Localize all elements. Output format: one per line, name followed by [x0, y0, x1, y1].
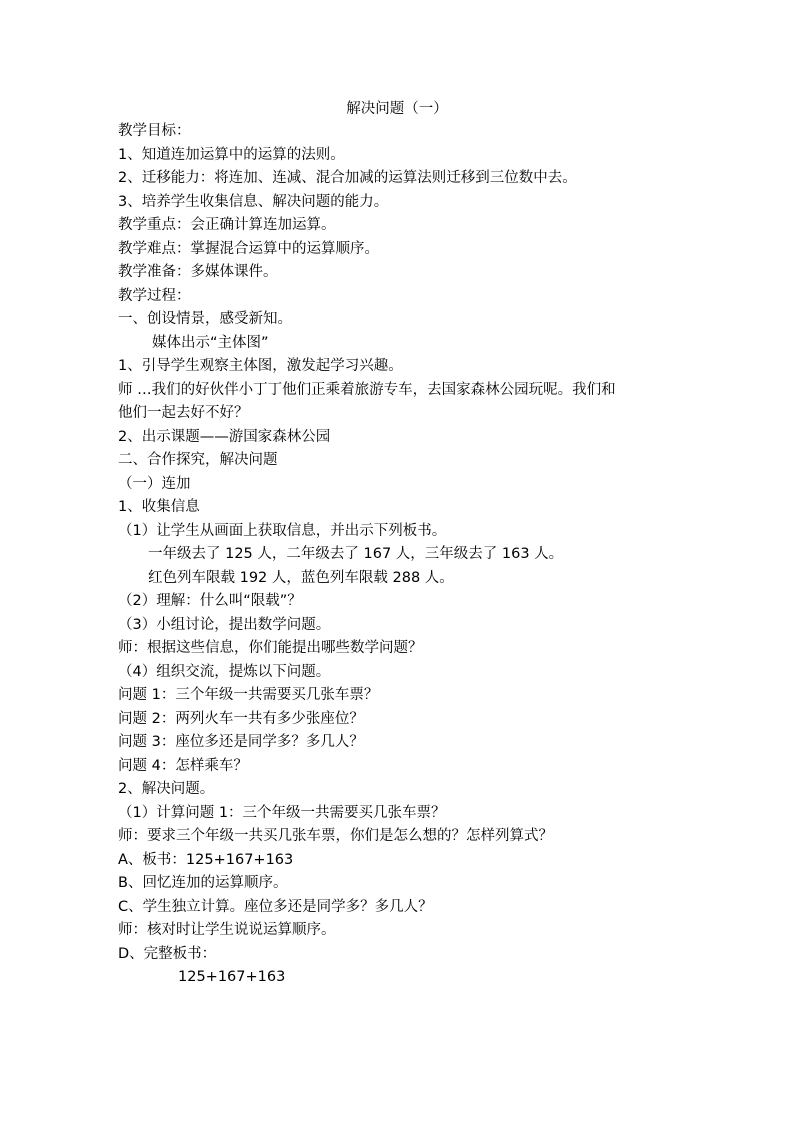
- text-line: 教学难点：掌握混合运算中的运算顺序。: [118, 240, 379, 257]
- text-line: A、板书：125+167+163: [118, 851, 294, 868]
- text-line: 问题 4：怎样乘车？: [118, 757, 248, 774]
- text-line: C、学生独立计算。座位多还是同学多？多几人？: [118, 898, 433, 915]
- text-line: （一）连加: [118, 475, 191, 492]
- text-line: 媒体出示“主体图”: [152, 334, 269, 351]
- text-line: 3、培养学生收集信息、解决问题的能力。: [118, 193, 389, 210]
- text-line: 师：核对时让学生说说运算顺序。: [118, 922, 336, 938]
- text-line: 1、引导学生观察主体图，激发起学习兴趣。: [118, 358, 403, 374]
- text-line: D、完整板书：: [118, 945, 217, 962]
- text-line: 教学重点：会正确计算连加运算。: [118, 217, 336, 233]
- page-title: 解决问题（一）: [346, 101, 448, 117]
- text-line: 一、创设情景，感受新知。: [118, 311, 292, 327]
- text-line: 教学过程：: [118, 287, 191, 304]
- text-line: 125+167+163: [178, 969, 286, 985]
- text-line: 教学准备：多媒体课件。: [118, 264, 278, 280]
- text-line: 问题 2：两列火车一共有多少张座位？: [118, 710, 364, 727]
- text-line: 1、收集信息: [118, 499, 200, 515]
- text-line: （1）计算问题 1：三个年级一共需要买几张车票？: [118, 804, 446, 821]
- document-body: [118, 120, 688, 990]
- text-line: 他们一起去好不好？: [118, 405, 249, 421]
- text-line: 红色列车限载 192 人，蓝色列车限载 288 人。: [148, 569, 454, 586]
- text-line: （1）让学生从画面上获取信息，并出示下列板书。: [118, 522, 447, 539]
- text-line: 教学目标：: [118, 123, 191, 139]
- text-line: 1、知道连加运算中的运算的法则。: [118, 146, 345, 163]
- text-line: 2、解决问题。: [118, 781, 215, 797]
- text-line: 一年级去了 125 人，二年级去了 167 人，三年级去了 163 人。: [148, 546, 564, 562]
- text-line: 问题 1：三个年级一共需要买几张车票？: [118, 687, 379, 703]
- text-line: 2、迁移能力：将连加、连减、混合加减的运算法则迁移到三位数中去。: [118, 170, 577, 186]
- text-line: 问题 3：座位多还是同学多？多几人？: [118, 734, 364, 750]
- text-line: 师：根据这些信息，你们能提出哪些数学问题？: [118, 640, 423, 656]
- text-line: B、回忆连加的运算顺序。: [118, 875, 288, 891]
- text-line: （3）小组讨论，提出数学问题。: [118, 616, 331, 633]
- text-line: 师 …我们的好伙伴小丁丁他们正乘着旅游专车，去国家森林公园玩呢。我们和: [118, 381, 616, 398]
- text-line: 2、出示课题——游国家森林公园: [118, 428, 331, 445]
- text-line: 二、合作探究，解决问题: [118, 452, 278, 468]
- text-line: 师：要求三个年级一共买几张车票，你们是怎么想的？怎样列算式？: [118, 828, 553, 844]
- text-line: （2）理解：什么叫“限载”？: [118, 593, 302, 609]
- text-line: （4）组织交流，提炼以下问题。: [118, 663, 331, 680]
